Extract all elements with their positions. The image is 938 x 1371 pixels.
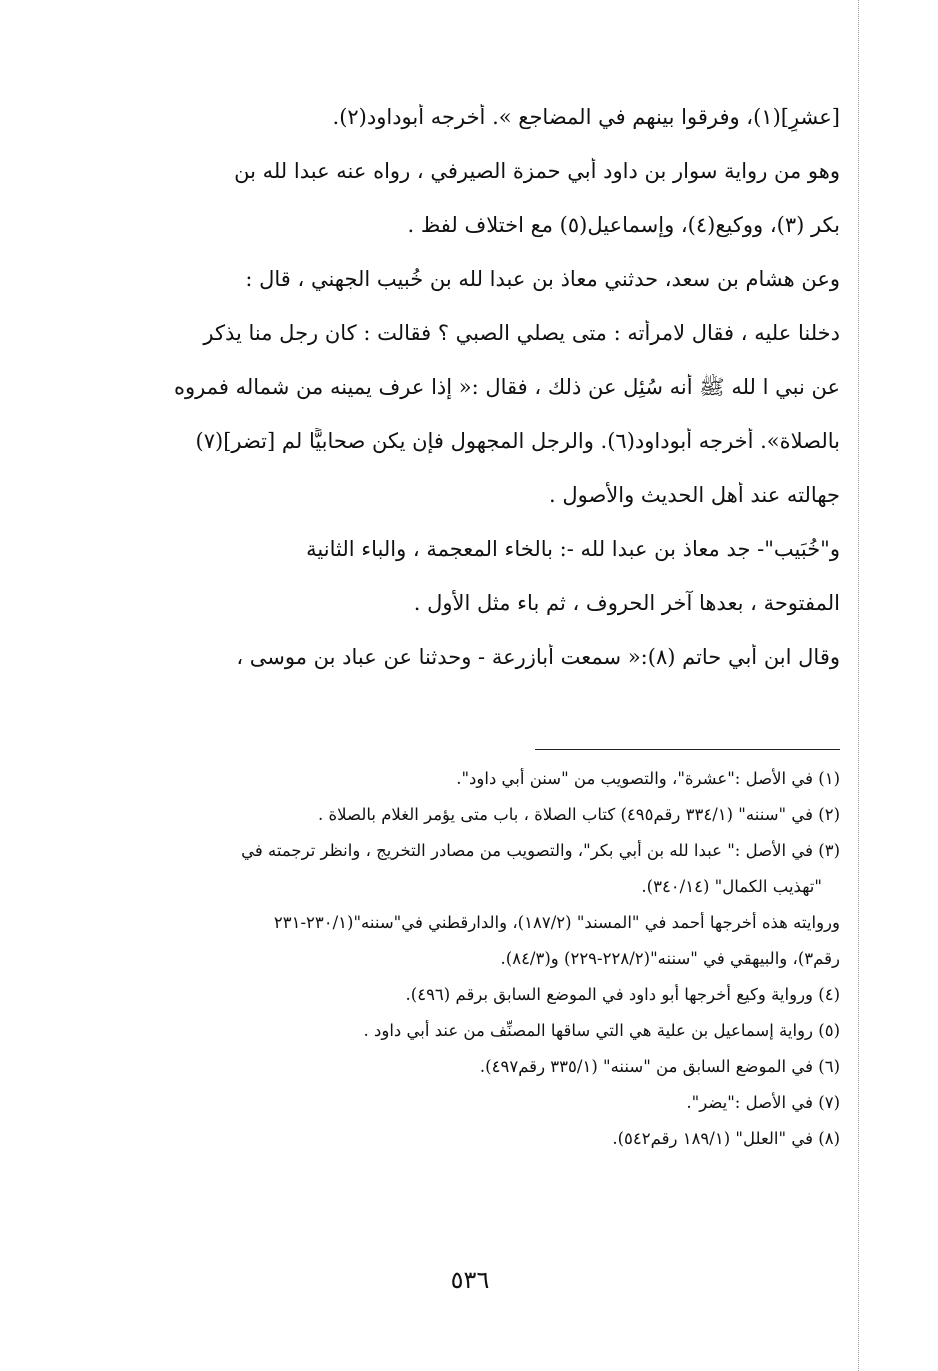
body-line: وعن هشام بن سعد، حدثني معاذ بن عبدا لله بن خُبيب الجهني ، قال : [245, 267, 840, 291]
footnote: (٦) في الموضع السابق من "سننه" (٣٣٥/١ رقم٤٩٧). [479, 1057, 840, 1076]
body-line: جهالته عند أهل الحديث والأصول . [549, 483, 840, 507]
footnote: (٢) في "سننه" (٣٣٤/١ رقم٤٩٥) كتاب الصلاة ، باب متى يؤمر الغلام بالصلاة . [318, 805, 840, 824]
footnote: (٣) في الأصل :" عبدا لله بن أبي بكر"، والتصويب من مصادر التخريج ، وانظر ترجمته في [241, 841, 840, 860]
body-line: بالصلاة». أخرجه أبوداود(٦). والرجل المجهول فإن يكن صحابيًّا لم [تضر](٧) [195, 429, 840, 453]
footnote: (١) في الأصل :"عشرة"، والتصويب من "سنن أبي داود". [456, 769, 840, 788]
footnotes-block [118, 768, 840, 1164]
page-number: ٥٣٦ [450, 1266, 490, 1294]
body-line: [عشرٍ](١)، وفرقوا بينهم في المضاجع ». أخرجه أبوداود(٢). [332, 105, 840, 129]
body-line: دخلنا عليه ، فقال لامرأته : متى يصلي الصبي ؟ فقالت : كان رجل منا يذكر [203, 321, 840, 345]
margin-rule [858, 0, 859, 1371]
footnote-continuation: "تهذيب الكمال" (٣٤٠/١٤). [641, 877, 822, 896]
body-line: وهو من رواية سوار بن داود أبي حمزة الصيرفي ، رواه عنه عبدا لله بن [234, 159, 840, 183]
main-text-block [118, 104, 840, 698]
body-line: وقال ابن أبي حاتم (٨):« سمعت أبازرعة - وحدثنا عن عباد بن موسى ، [236, 645, 840, 669]
footnote-separator [535, 749, 840, 750]
footnote: (٤) ورواية وكيع أخرجها أبو داود في الموضع السابق برقم (٤٩٦). [405, 985, 840, 1004]
footnote: (٥) رواية إسماعيل بن علية هي التي ساقها المصنِّف من عند أبي داود . [363, 1021, 840, 1040]
footnote: (٧) في الأصل :"يضر". [686, 1093, 840, 1112]
body-line: عن نبي ا لله ﷺ أنه سُئِل عن ذلك ، فقال :« إذا عرف يمينه من شماله فمروه [173, 375, 840, 399]
body-line: بكر (٣)، ووكيع(٤)، وإسماعيل(٥) مع اختلاف لفظ . [407, 213, 840, 237]
footnote-continuation: رقم٣)، والبيهقي في "سننه"(٢٢٨/٢-٢٢٩) و(٨٤/٣). [500, 949, 840, 968]
body-line: المفتوحة ، بعدها آخر الحروف ، ثم باء مثل الأول . [413, 591, 840, 615]
footnote: (٨) في "العلل" (١٨٩/١ رقم٥٤٢). [612, 1129, 840, 1148]
body-line: و"خُبَيب"- جد معاذ بن عبدا لله -: بالخاء المعجمة ، والباء الثانية [306, 537, 840, 561]
footnote-continuation: وروايته هذه أخرجها أحمد في "المسند" (١٨٧/٢)، والدارقطني في"سننه"(٢٣٠/١-٢٣١ [273, 913, 840, 932]
